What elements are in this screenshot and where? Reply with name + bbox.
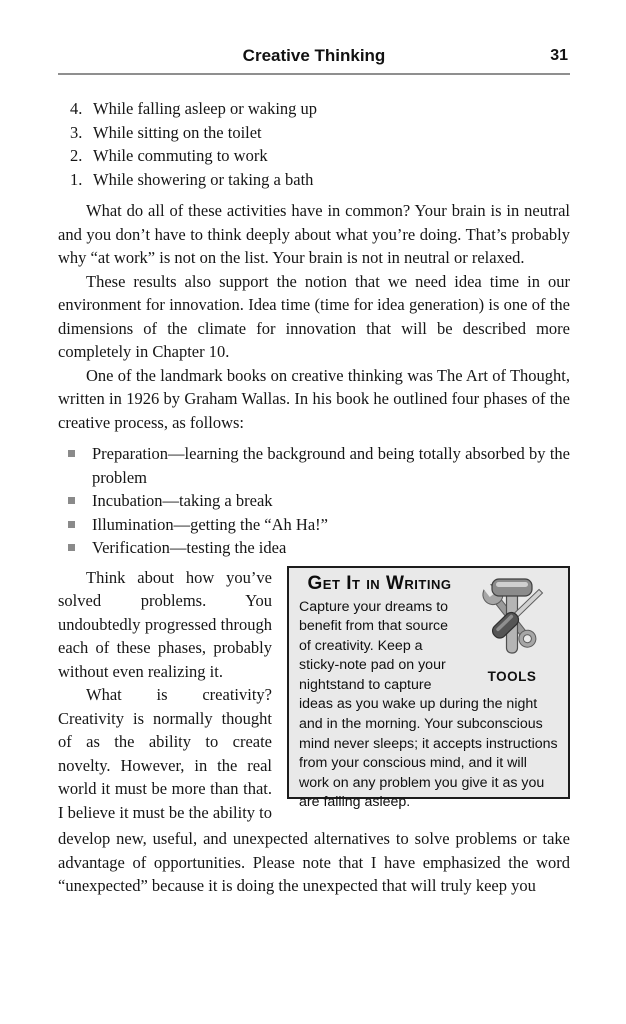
running-header-title: Creative Thinking	[242, 46, 386, 65]
paragraph: These results also support the notion that we need idea time in our environment for innovation. Idea time (time for idea generation) is one of the dimensions of the climate for innovation that will be described more completely in Chapter 10.	[58, 271, 570, 361]
bullet-list	[58, 442, 570, 560]
square-bullet-icon	[68, 544, 75, 551]
list-item-text: While showering or taking a bath	[93, 169, 314, 189]
paragraph: Think about how you’ve solved problems. You undoubtedly progressed through each of these phases, probably without even realizing it.	[58, 567, 272, 681]
square-bullet-icon	[68, 450, 75, 457]
page-number: 31	[550, 47, 568, 64]
list-item	[58, 513, 570, 537]
list-item-text: Preparation—learning the background and being totally absorbed by the problem	[92, 444, 570, 487]
list-item-number: 3.	[70, 122, 83, 142]
list-item	[70, 144, 570, 168]
paragraph: develop new, useful, and unexpected alternatives to solve problems or take advantage of opportunities. Please note that I have emphasized the word “unexpected” because it is doing the unexpected that will truly keep you	[58, 829, 570, 895]
list-item	[58, 536, 570, 560]
list-item-text: While sitting on the toilet	[93, 122, 262, 142]
list-item	[70, 97, 570, 121]
tools-icon	[470, 649, 554, 665]
list-item	[58, 442, 570, 489]
list-item	[70, 121, 570, 145]
tools-figure	[466, 575, 558, 685]
paragraph: One of the landmark books on creative thinking was The Art of Thought, written in 1926 by Graham Wallas. In his book he outlined four phases of the creative process, as follows:	[58, 365, 570, 432]
paragraph: What is creativity? Creativity is normally thought of as the ability to create novelty. However, in the real world it must be more than that. I believe it must be the ability to	[58, 685, 272, 822]
square-bullet-icon	[68, 521, 75, 528]
tools-icon-label: TOOLS	[487, 669, 537, 685]
list-item-text: While falling asleep or waking up	[93, 99, 318, 118]
list-item-text: Verification—testing the idea	[92, 538, 287, 557]
list-item	[58, 489, 570, 513]
page-header	[58, 46, 570, 75]
two-column-section	[58, 566, 570, 825]
sidebar-box-text: Capture your dreams to benefit from that source of creativity. Keep a sticky-note pad on your nightstand to capture ideas as you wake up during the night and in the morning. Your subconscious mind never sleeps; it accepts instructions from your conscious mind, and it will work on any problem you give it as you are falling asleep.	[299, 598, 558, 811]
list-item-text: Illumination—getting the “Ah Ha!”	[92, 514, 328, 534]
list-item-number: 4.	[70, 99, 83, 118]
left-text-column	[58, 566, 272, 825]
list-item-number: 2.	[70, 146, 83, 165]
list-item-text: While commuting to work	[93, 146, 268, 165]
sidebar-box-title: Get It in Writing	[307, 572, 452, 594]
paragraph: What do all of these activities have in common? Your brain is in neutral and you don’t have to think deeply about what you’re doing. That’s probably why “at work” is not on the list. Your brain is not in neutral or relaxed.	[58, 201, 570, 267]
page-body	[58, 97, 570, 898]
numbered-list	[58, 97, 570, 191]
square-bullet-icon	[68, 497, 75, 504]
sidebar-box	[287, 566, 570, 811]
list-item	[70, 168, 570, 192]
list-item-number: 1.	[70, 169, 83, 189]
list-item-text: Incubation—taking a break	[92, 491, 273, 510]
